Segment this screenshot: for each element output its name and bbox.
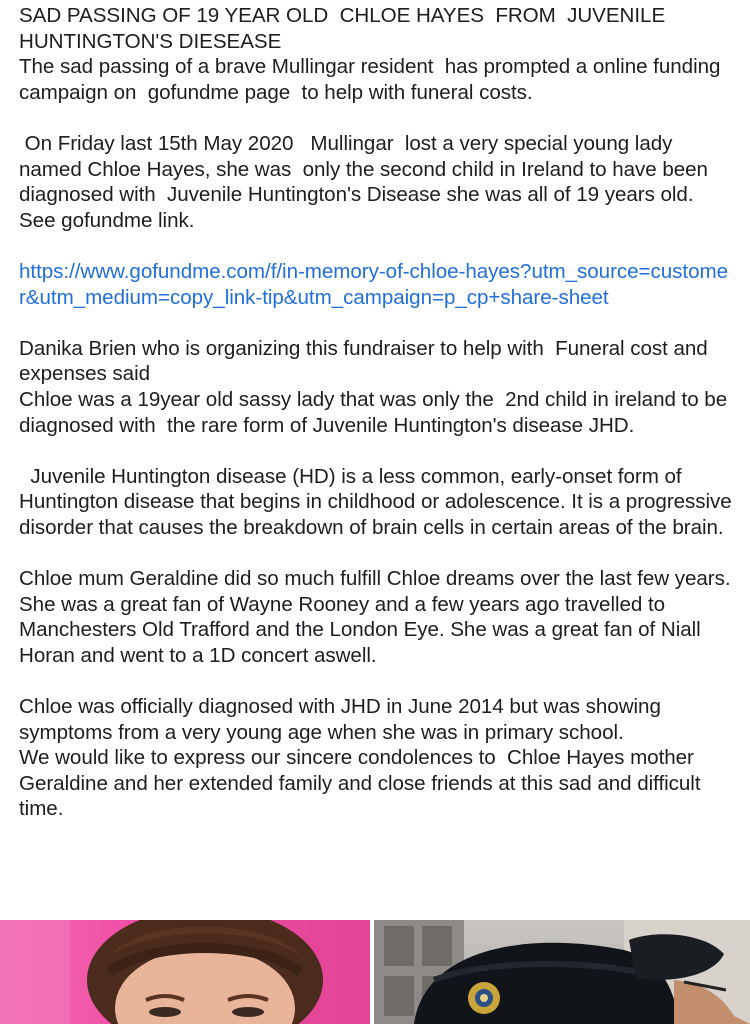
post-paragraph-dreams: Chloe mum Geraldine did so much fulfill Chloe dreams over the last few years. She was a great fan of Wayne Rooney and a few years ago travelled to Manchesters Old Trafford and the London Eye. She was a great fan of Niall Horan and went to a 1D concert aswell. <box>19 567 737 667</box>
post-paragraph-announcement: On Friday last 15th May 2020 Mullingar lost a very special young lady named Chloe Hayes, she was only the second child in Ireland to have been diagnosed with Juvenile Huntington's Disease she was all of 19 years old. See gofundme link. <box>19 131 714 232</box>
photo-girl-portrait[interactable] <box>0 920 370 1024</box>
post-paragraph-definition: Juvenile Huntington disease (HD) is a less common, early-onset form of Huntington disease that begins in childhood or adolescence. It is a progressive disorder that causes the breakdown of brain cells in certain areas of the brain. <box>19 464 738 539</box>
post-paragraph-condolences: Chloe was officially diagnosed with JHD in June 2014 but was showing symptoms from a very young age when she was in primary school. We would like to express our sincere condolences to Chloe Hayes mother Geraldine and her extended family and close friends at this sad and difficult time. <box>19 695 701 821</box>
garda-officer-image <box>374 920 750 1024</box>
paragraph-gap <box>19 438 732 464</box>
paragraph-gap <box>19 540 732 566</box>
paragraph-gap <box>19 310 732 336</box>
photo-garda-officer[interactable] <box>374 920 750 1024</box>
paragraph-gap <box>19 233 732 259</box>
photo-gallery <box>0 912 750 1024</box>
paragraph-gap <box>19 105 732 131</box>
post-paragraph-organizer: Danika Brien who is organizing this fundraiser to help with Funeral cost and expenses said Chloe was a 19year old sassy lady that was only the 2nd child in ireland to be diagnosed with the rare form of Juvenile Huntington's disease JHD. <box>19 336 728 437</box>
girl-portrait-image <box>0 920 370 1024</box>
post-paragraph-title: SAD PASSING OF 19 YEAR OLD CHLOE HAYES FROM JUVENILE HUNTINGTON'S DIESEASE The sad passing of a brave Mullingar resident has prompted a online funding campaign on gofundme page to help with funeral costs. <box>19 4 721 104</box>
paragraph-gap <box>19 668 732 694</box>
gofundme-link[interactable]: https://www.gofundme.com/f/in-memory-of-chloe-hayes?utm_source=customer&utm_medium=copy_link-tip&utm_campaign=p_cp+share-sheet <box>19 259 728 309</box>
